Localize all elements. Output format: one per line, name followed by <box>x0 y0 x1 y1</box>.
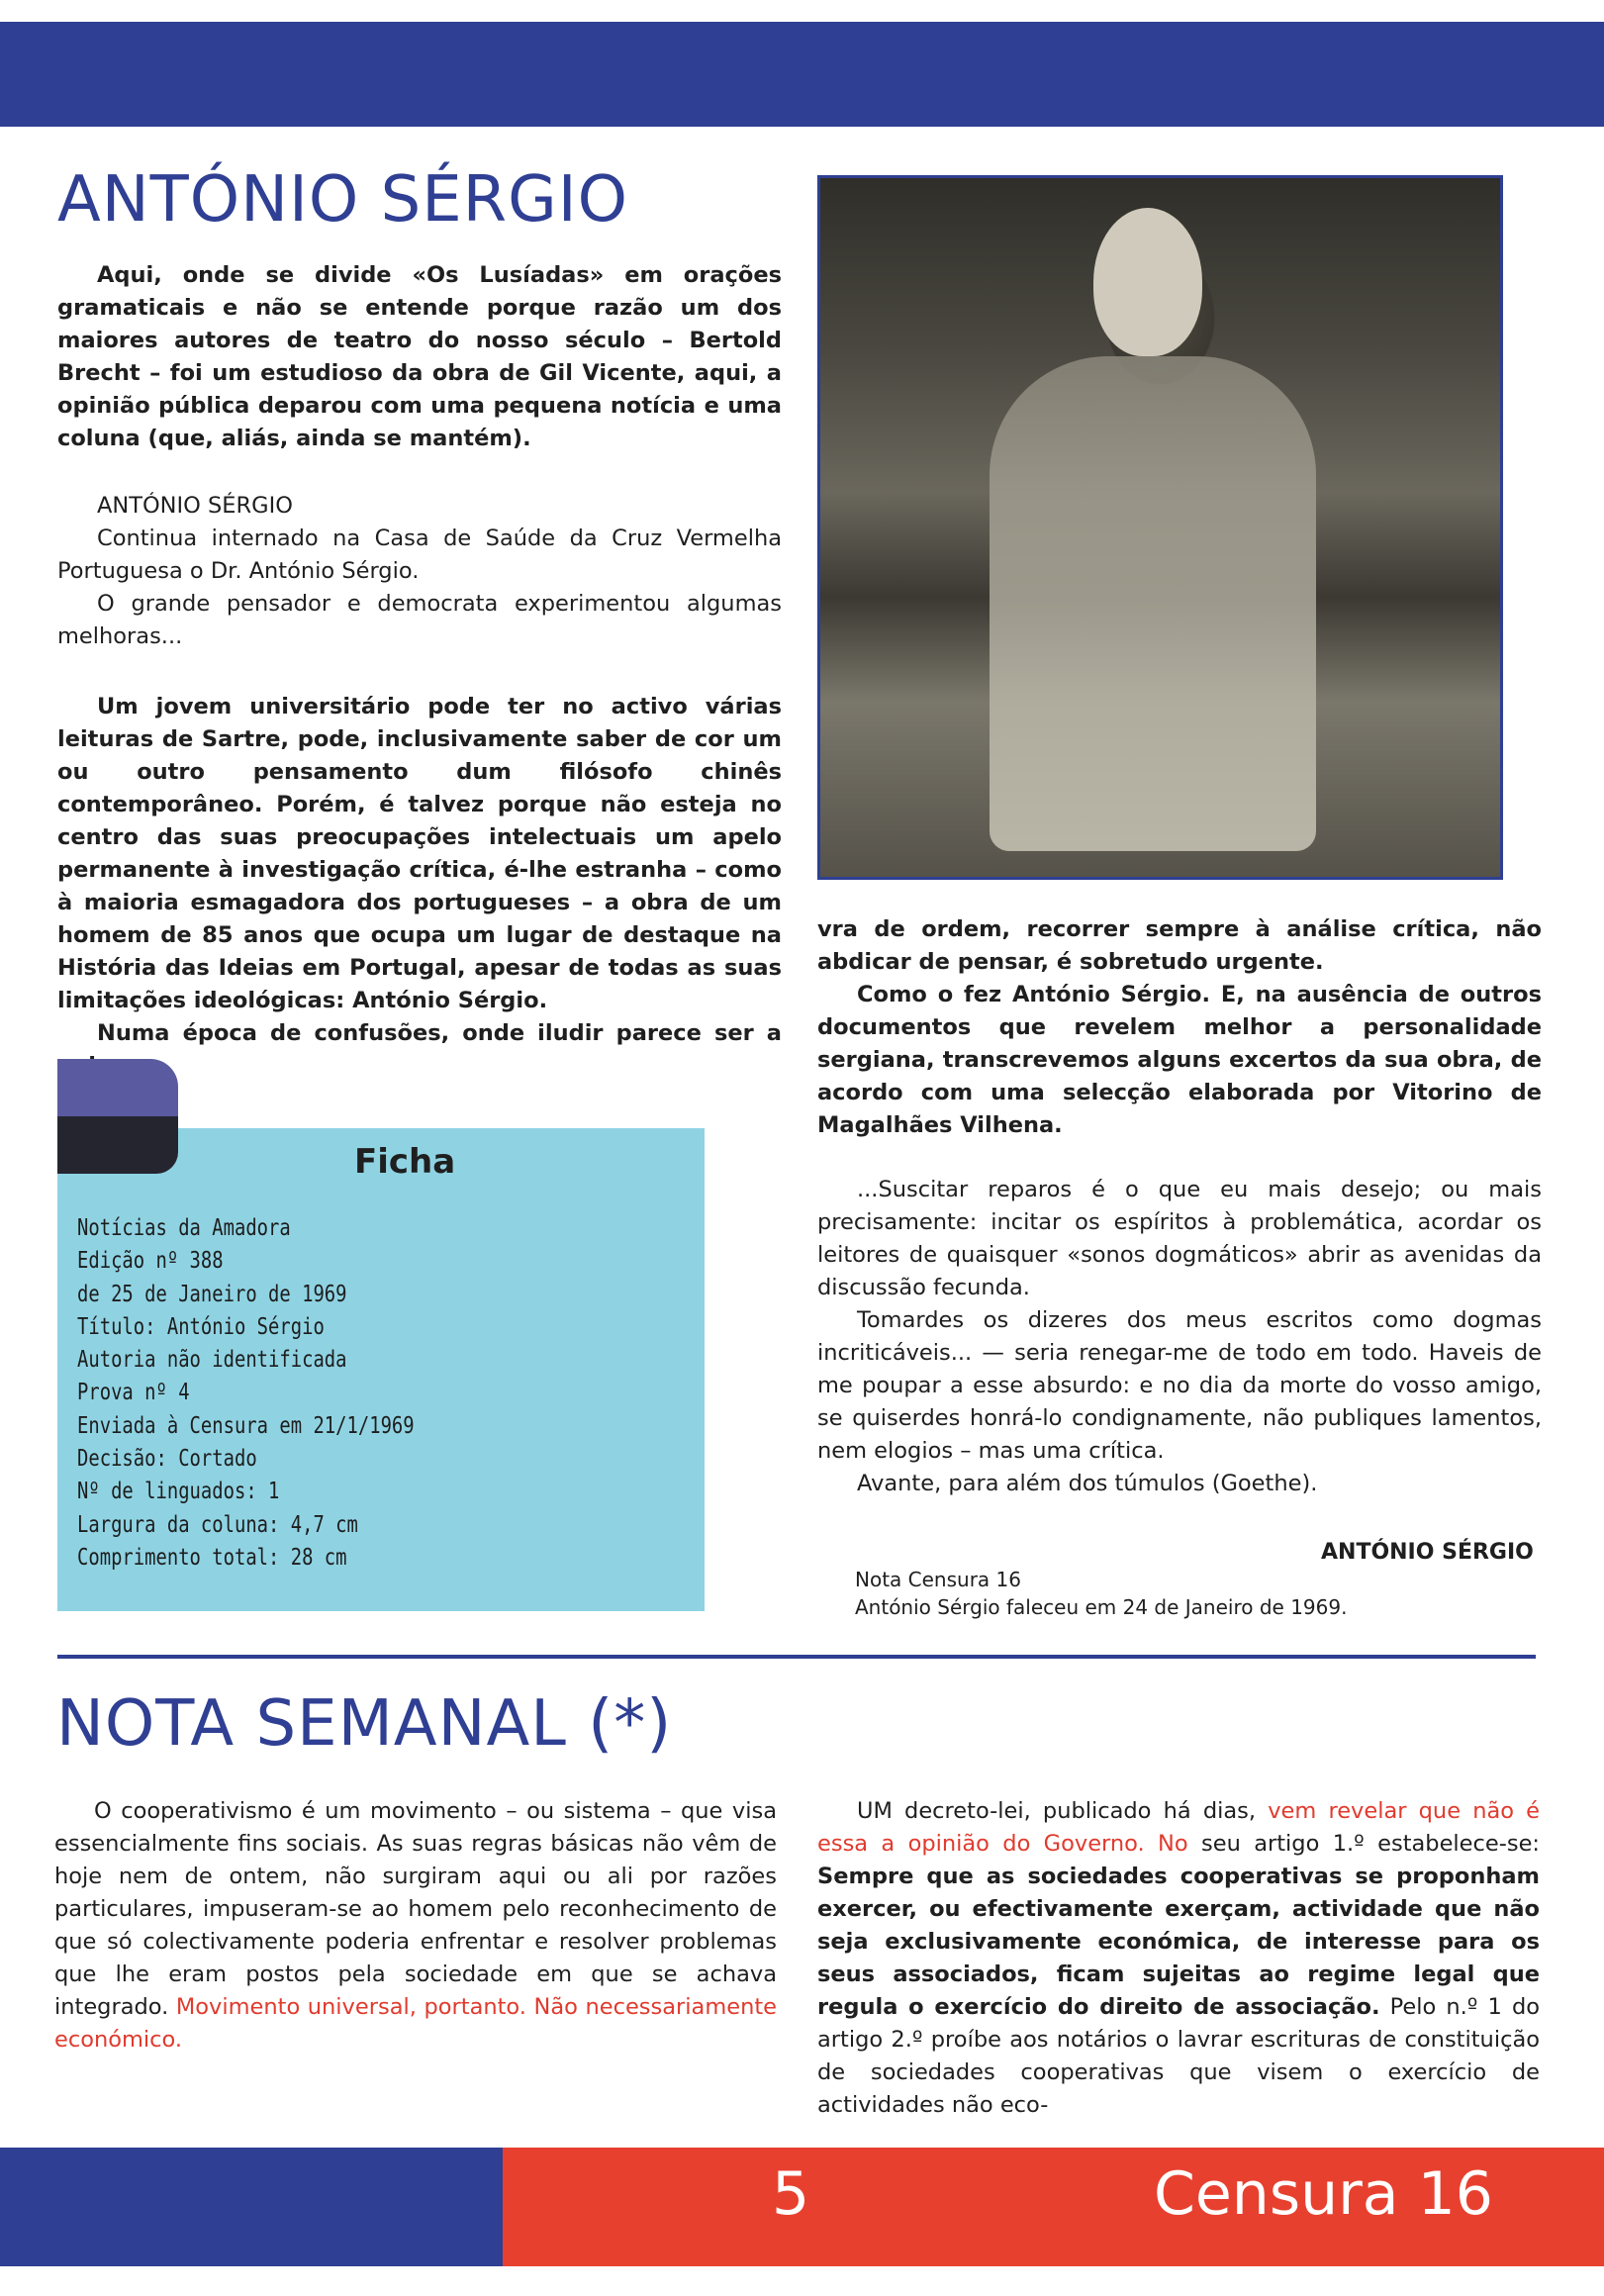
ficha-line: Notícias da Amadora <box>77 1215 291 1241</box>
nota-bold-text: Sempre que as sociedades cooperativas se proponham exercer, ou efectivamente exerçam, actividade que não seja exclusivamente económica, de interesse para os seus associados, ficam sujeitas ao regime legal que regula o exercício do direito de associação. <box>817 1864 1540 2020</box>
essay-paragraph: Como o fez António Sérgio. E, na ausência de outros documentos que revelem melhor a personalidade sergiana, transcrevemos alguns excertos da sua obra, de acordo com uma selecção elaborada por Vitorino de Magalhães Vilhena. <box>817 982 1542 1138</box>
nota-text: UM decreto-lei, publicado há dias, <box>857 1798 1257 1824</box>
essay-paragraph: Numa época de confusões, onde iludir parece ser a <box>97 1020 782 1046</box>
excerpt-paragraph: Tomardes os dizeres dos meus escritos como dogmas incriticáveis... — seria renegar-me de todo em todo. Haveis de me poupar a esse absurdo: e no dia da morte do vosso amigo, se quiserdes honrá-lo condignamente, não publiques lamentos, nem elogios – mas uma crítica. <box>817 1307 1542 1464</box>
nota-highlight: Movimento universal, portanto. <box>175 1994 526 2020</box>
ficha-title: Ficha <box>354 1142 456 1182</box>
article-title: ANTÓNIO SÉRGIO <box>57 163 628 237</box>
ficha-line: Decisão: Cortado <box>77 1446 257 1473</box>
nota-highlight: No <box>1158 1831 1188 1857</box>
ficha-line: Nº de linguados: 1 <box>77 1479 280 1505</box>
ficha-line: Enviada à Censura em 21/1/1969 <box>77 1412 415 1439</box>
quote-line: O grande pensador e democrata experimentou algumas melhoras... <box>57 591 782 649</box>
essay-paragraph: vra de ordem, recorrer sempre à análise crítica, não abdicar de pensar, é sobretudo urgente. <box>817 916 1542 975</box>
ficha-line: de 25 de Janeiro de 1969 <box>77 1281 347 1307</box>
nota-text: seu artigo 1.º estabelece-se: <box>1201 1831 1540 1857</box>
nota-right-column <box>817 1795 1540 2122</box>
essay-paragraph: Um jovem universitário pode ter no activo várias leituras de Sartre, pode, inclusivamente saber de cor um ou outro pensamento dum filósofo chinês contemporâneo. Porém, é talvez porque não esteja no centro das suas preocupações intelectuais um apelo permanente à investigação crítica, é-lhe estranha – como à maioria esmagadora dos portugueses – a obra de um homem de 85 anos que ocupa um lugar de destaque na História das Ideias em Portugal, apesar de todas as suas limitações ideológicas: António Sérgio. <box>57 694 782 1013</box>
nota-highlight: Não necessariamente económico. <box>54 1994 778 2053</box>
quoted-news-item <box>57 490 782 653</box>
quote-line: Continua internado na Casa de Saúde da Cruz Vermelha Portuguesa o Dr. António Sérgio. <box>57 526 782 584</box>
ficha-line: Edição nº 388 <box>77 1248 224 1275</box>
nota-highlight: vem revelar que não é essa a opinião do Governo. <box>817 1798 1541 1857</box>
portrait-figure-shape <box>990 356 1316 851</box>
signature: ANTÓNIO SÉRGIO <box>1321 1540 1534 1565</box>
essay-right-column <box>817 913 1542 1142</box>
nota-left-column <box>54 1795 777 2057</box>
ficha-line: Prova nº 4 <box>77 1380 190 1406</box>
ficha-line: Autoria não identificada <box>77 1347 347 1374</box>
excerpt-block <box>817 1174 1542 1500</box>
article-title: NOTA SEMANAL (*) <box>56 1687 673 1761</box>
essay-left-column <box>57 691 782 1083</box>
ficha-list <box>77 1212 531 1575</box>
section-divider <box>57 1655 1536 1659</box>
ficha-line: Comprimento total: 28 cm <box>77 1544 347 1571</box>
note-label: Nota Censura 16 <box>855 1568 1021 1591</box>
quote-heading: ANTÓNIO SÉRGIO <box>97 493 293 519</box>
ficha-line: Título: António Sérgio <box>77 1313 325 1340</box>
excerpt-paragraph: ...Suscitar reparos é o que eu mais desejo; ou mais precisamente: incitar os espíritos à problemática, acordar os leitores de quaisquer «sonos dogmáticos» abrir as avenidas da discussão fecunda. <box>817 1177 1542 1300</box>
bottom-margin <box>0 2266 1604 2296</box>
top-header-band <box>0 22 1604 127</box>
nota-text: Pelo n.º 1 do artigo 2.º proíbe aos notários o lavrar escrituras de constituição de sociedades cooperativas que visem o exercício de actividades não eco- <box>817 1994 1541 2118</box>
page-number: 5 <box>772 2159 810 2229</box>
publication-brand: Censura 16 <box>1154 2159 1493 2229</box>
nota-text: O cooperativismo é um movimento – ou sistema – que visa essencialmente fins sociais. As suas regras básicas não vêm de hoje nem de ontem, não surgiram aqui ou ali por razões particulares, impuseram-se ao homem pelo reconhecimento de que só colectivamente poderia enfrentar e resolver problemas que lhe eram postos pela sociedade em que se achava integrado. <box>54 1798 777 2020</box>
ficha-tab-upper <box>57 1059 178 1118</box>
top-margin <box>0 0 1604 22</box>
portrait-head-shape <box>1093 208 1202 356</box>
ficha-tab-lower <box>57 1116 178 1174</box>
intro-paragraph: Aqui, onde se divide «Os Lusíadas» em orações gramaticais e não se entende porque razão um dos maiores autores de teatro do nosso século – Bertold Brecht – foi um estudioso da obra de Gil Vicente, aqui, a opinião pública deparou com uma pequena notícia e uma coluna (que, aliás, ainda se mantém). <box>57 262 782 451</box>
note-text: António Sérgio faleceu em 24 de Janeiro de 1969. <box>855 1595 1348 1619</box>
excerpt-paragraph: Avante, para além dos túmulos (Goethe). <box>857 1471 1318 1496</box>
footer-band-blue <box>0 2148 503 2266</box>
ficha-line: Largura da coluna: 4,7 cm <box>77 1511 358 1538</box>
